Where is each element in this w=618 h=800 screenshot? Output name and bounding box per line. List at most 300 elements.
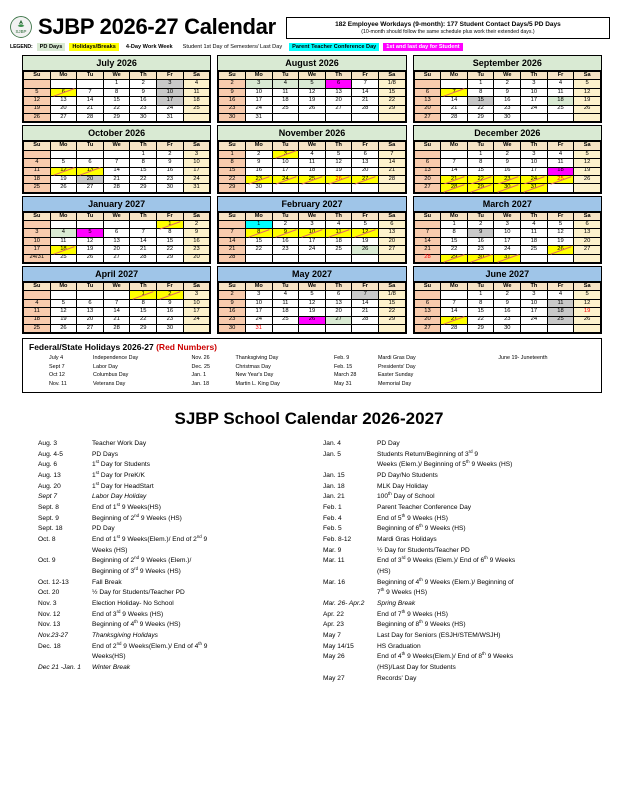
- day-cell[interactable]: 16: [219, 97, 246, 105]
- day-cell[interactable]: 13: [50, 97, 77, 105]
- day-cell[interactable]: 22: [467, 105, 494, 113]
- day-cell[interactable]: 6: [325, 80, 352, 88]
- day-cell[interactable]: 23: [130, 105, 157, 113]
- day-cell[interactable]: 9: [245, 159, 272, 167]
- day-cell[interactable]: 18: [521, 237, 548, 245]
- day-cell[interactable]: 24: [521, 316, 548, 324]
- day-cell[interactable]: 24/31: [24, 254, 51, 262]
- day-cell[interactable]: 19: [547, 237, 574, 245]
- day-cell[interactable]: 5: [574, 80, 601, 88]
- day-cell[interactable]: 11: [50, 237, 77, 245]
- day-cell[interactable]: 1: [467, 291, 494, 299]
- day-cell[interactable]: 24: [157, 105, 184, 113]
- day-cell[interactable]: 15: [130, 308, 157, 316]
- day-cell[interactable]: 20: [352, 167, 379, 175]
- day-cell[interactable]: 16: [130, 97, 157, 105]
- day-cell[interactable]: 6: [352, 150, 379, 158]
- day-cell[interactable]: 15: [467, 97, 494, 105]
- day-cell[interactable]: 29: [441, 254, 468, 262]
- day-cell[interactable]: 14: [441, 97, 468, 105]
- day-cell[interactable]: 26: [24, 113, 51, 121]
- day-cell[interactable]: 31: [157, 113, 184, 121]
- day-cell[interactable]: 9: [272, 229, 299, 237]
- day-cell[interactable]: 20: [325, 308, 352, 316]
- day-cell[interactable]: 22: [378, 308, 405, 316]
- day-cell[interactable]: 5: [24, 88, 51, 96]
- day-cell[interactable]: 31: [521, 184, 548, 192]
- day-cell[interactable]: 27: [414, 113, 441, 121]
- day-cell[interactable]: 11: [521, 229, 548, 237]
- day-cell[interactable]: 16: [157, 308, 184, 316]
- day-cell[interactable]: 14: [352, 88, 379, 96]
- day-cell[interactable]: 13: [325, 299, 352, 307]
- day-cell[interactable]: 2: [245, 150, 272, 158]
- day-cell[interactable]: 25: [24, 324, 51, 332]
- day-cell[interactable]: 26: [299, 316, 326, 324]
- day-cell[interactable]: 5: [299, 80, 326, 88]
- day-cell[interactable]: 13: [77, 167, 104, 175]
- day-cell[interactable]: 6: [50, 88, 77, 96]
- day-cell[interactable]: 15: [467, 308, 494, 316]
- day-cell[interactable]: 11: [183, 88, 210, 96]
- day-cell[interactable]: 7: [441, 159, 468, 167]
- day-cell[interactable]: 7: [441, 88, 468, 96]
- day-cell[interactable]: 26: [50, 324, 77, 332]
- day-cell[interactable]: 30: [219, 324, 246, 332]
- day-cell[interactable]: 4: [24, 159, 51, 167]
- day-cell[interactable]: 20: [414, 316, 441, 324]
- day-cell[interactable]: 25: [547, 175, 574, 183]
- day-cell[interactable]: 25: [272, 105, 299, 113]
- day-cell[interactable]: 20: [77, 316, 104, 324]
- day-cell[interactable]: 15: [245, 237, 272, 245]
- day-cell[interactable]: 31: [494, 254, 521, 262]
- day-cell[interactable]: 25: [325, 246, 352, 254]
- day-cell[interactable]: 8: [103, 88, 130, 96]
- day-cell[interactable]: 14: [378, 159, 405, 167]
- day-cell[interactable]: 10: [521, 299, 548, 307]
- day-cell[interactable]: 9: [130, 88, 157, 96]
- day-cell[interactable]: 20: [378, 237, 405, 245]
- day-cell[interactable]: 6: [77, 299, 104, 307]
- day-cell[interactable]: 27: [414, 184, 441, 192]
- day-cell[interactable]: 13: [352, 159, 379, 167]
- day-cell[interactable]: 25: [50, 254, 77, 262]
- day-cell[interactable]: 18: [547, 97, 574, 105]
- day-cell[interactable]: 11: [325, 229, 352, 237]
- day-cell[interactable]: 12: [299, 299, 326, 307]
- day-cell[interactable]: 21: [77, 105, 104, 113]
- day-cell[interactable]: 5: [50, 299, 77, 307]
- day-cell[interactable]: 20: [325, 97, 352, 105]
- day-cell[interactable]: 7: [77, 88, 104, 96]
- day-cell[interactable]: 4: [547, 80, 574, 88]
- day-cell[interactable]: 23: [272, 246, 299, 254]
- day-cell[interactable]: 1: [441, 221, 468, 229]
- day-cell[interactable]: 10: [183, 159, 210, 167]
- day-cell[interactable]: 16: [272, 237, 299, 245]
- day-cell[interactable]: 21: [352, 97, 379, 105]
- day-cell[interactable]: 6: [378, 221, 405, 229]
- day-cell[interactable]: 25: [547, 105, 574, 113]
- day-cell[interactable]: 12: [50, 167, 77, 175]
- day-cell[interactable]: 9: [219, 299, 246, 307]
- day-cell[interactable]: 19: [77, 246, 104, 254]
- day-cell[interactable]: 3: [272, 150, 299, 158]
- day-cell[interactable]: 2: [157, 150, 184, 158]
- day-cell[interactable]: 10: [494, 229, 521, 237]
- day-cell[interactable]: 29: [467, 324, 494, 332]
- day-cell[interactable]: 13: [325, 88, 352, 96]
- day-cell[interactable]: 27: [325, 105, 352, 113]
- day-cell[interactable]: 12: [77, 237, 104, 245]
- day-cell[interactable]: 24: [494, 246, 521, 254]
- day-cell[interactable]: 17: [183, 308, 210, 316]
- day-cell[interactable]: 4: [24, 299, 51, 307]
- day-cell[interactable]: 9: [494, 88, 521, 96]
- day-cell[interactable]: 29: [130, 324, 157, 332]
- day-cell[interactable]: 16: [494, 308, 521, 316]
- day-cell[interactable]: 21: [441, 105, 468, 113]
- day-cell[interactable]: 4: [272, 291, 299, 299]
- day-cell[interactable]: 3: [24, 229, 51, 237]
- day-cell[interactable]: 21: [378, 167, 405, 175]
- day-cell[interactable]: 28: [378, 175, 405, 183]
- day-cell[interactable]: 20: [77, 175, 104, 183]
- day-cell[interactable]: 10: [245, 88, 272, 96]
- day-cell[interactable]: 6: [574, 221, 601, 229]
- day-cell[interactable]: 3: [299, 221, 326, 229]
- day-cell[interactable]: 9: [494, 159, 521, 167]
- day-cell[interactable]: 21: [441, 316, 468, 324]
- day-cell[interactable]: 26: [574, 316, 601, 324]
- day-cell[interactable]: 19: [574, 308, 601, 316]
- day-cell[interactable]: 28: [352, 105, 379, 113]
- day-cell[interactable]: 10: [157, 88, 184, 96]
- day-cell[interactable]: 10: [272, 159, 299, 167]
- day-cell[interactable]: 18: [24, 316, 51, 324]
- day-cell[interactable]: 15: [378, 88, 405, 96]
- day-cell[interactable]: 10: [299, 229, 326, 237]
- day-cell[interactable]: 31: [245, 324, 272, 332]
- day-cell[interactable]: 27: [414, 324, 441, 332]
- day-cell[interactable]: 28: [352, 316, 379, 324]
- day-cell[interactable]: 25: [183, 105, 210, 113]
- day-cell[interactable]: 12: [574, 88, 601, 96]
- day-cell[interactable]: 27: [77, 324, 104, 332]
- day-cell[interactable]: 8: [219, 159, 246, 167]
- day-cell[interactable]: 3: [183, 150, 210, 158]
- day-cell[interactable]: 24: [299, 246, 326, 254]
- day-cell[interactable]: 18: [272, 97, 299, 105]
- day-cell[interactable]: 2: [219, 80, 246, 88]
- day-cell[interactable]: 30: [219, 113, 246, 121]
- day-cell[interactable]: 2: [467, 221, 494, 229]
- day-cell[interactable]: 24: [272, 175, 299, 183]
- day-cell[interactable]: 19: [352, 237, 379, 245]
- day-cell[interactable]: 23: [219, 316, 246, 324]
- day-cell[interactable]: 19: [299, 308, 326, 316]
- day-cell[interactable]: 26: [50, 184, 77, 192]
- day-cell[interactable]: 13: [77, 308, 104, 316]
- day-cell[interactable]: 1: [467, 80, 494, 88]
- day-cell[interactable]: 28: [130, 254, 157, 262]
- day-cell[interactable]: 1: [130, 291, 157, 299]
- day-cell[interactable]: 9: [183, 229, 210, 237]
- day-cell[interactable]: 12: [24, 97, 51, 105]
- day-cell[interactable]: 23: [494, 316, 521, 324]
- day-cell[interactable]: 15: [103, 97, 130, 105]
- day-cell[interactable]: 27: [325, 316, 352, 324]
- day-cell[interactable]: 27: [574, 246, 601, 254]
- day-cell[interactable]: 27: [352, 175, 379, 183]
- day-cell[interactable]: 22: [467, 316, 494, 324]
- day-cell[interactable]: 1/8: [378, 291, 405, 299]
- day-cell[interactable]: 20: [414, 105, 441, 113]
- day-cell[interactable]: 19: [24, 105, 51, 113]
- day-cell[interactable]: 9: [157, 299, 184, 307]
- day-cell[interactable]: 2: [130, 80, 157, 88]
- day-cell[interactable]: 5: [574, 150, 601, 158]
- day-cell[interactable]: 15: [157, 237, 184, 245]
- day-cell[interactable]: 30: [494, 184, 521, 192]
- day-cell[interactable]: 22: [130, 316, 157, 324]
- day-cell[interactable]: 22: [441, 246, 468, 254]
- day-cell[interactable]: 14: [77, 97, 104, 105]
- day-cell[interactable]: 17: [157, 97, 184, 105]
- day-cell[interactable]: 14: [441, 308, 468, 316]
- day-cell[interactable]: 17: [183, 167, 210, 175]
- day-cell[interactable]: 11: [299, 159, 326, 167]
- day-cell[interactable]: 6: [103, 229, 130, 237]
- day-cell[interactable]: 29: [103, 113, 130, 121]
- day-cell[interactable]: 28: [77, 113, 104, 121]
- day-cell[interactable]: 14: [130, 237, 157, 245]
- day-cell[interactable]: 20: [574, 237, 601, 245]
- day-cell[interactable]: 25: [272, 316, 299, 324]
- day-cell[interactable]: 11: [547, 159, 574, 167]
- day-cell[interactable]: 8: [467, 159, 494, 167]
- day-cell[interactable]: 19: [325, 167, 352, 175]
- day-cell[interactable]: 3: [245, 80, 272, 88]
- day-cell[interactable]: 21: [219, 246, 246, 254]
- day-cell[interactable]: 1: [157, 221, 184, 229]
- day-cell[interactable]: 9: [157, 159, 184, 167]
- day-cell[interactable]: 25: [299, 175, 326, 183]
- day-cell[interactable]: 19: [574, 97, 601, 105]
- day-cell[interactable]: 8: [130, 299, 157, 307]
- day-cell[interactable]: 22: [467, 175, 494, 183]
- day-cell[interactable]: 2: [272, 221, 299, 229]
- day-cell[interactable]: 4: [50, 229, 77, 237]
- day-cell[interactable]: 24: [521, 175, 548, 183]
- day-cell[interactable]: 17: [521, 167, 548, 175]
- day-cell[interactable]: 5: [50, 159, 77, 167]
- day-cell[interactable]: 3: [521, 80, 548, 88]
- day-cell[interactable]: 3: [521, 150, 548, 158]
- day-cell[interactable]: 15: [130, 167, 157, 175]
- day-cell[interactable]: 9: [467, 229, 494, 237]
- day-cell[interactable]: 24: [183, 316, 210, 324]
- day-cell[interactable]: 6: [414, 88, 441, 96]
- day-cell[interactable]: 12: [325, 159, 352, 167]
- day-cell[interactable]: 26: [547, 246, 574, 254]
- day-cell[interactable]: 16: [245, 167, 272, 175]
- day-cell[interactable]: 26: [574, 175, 601, 183]
- day-cell[interactable]: 13: [103, 237, 130, 245]
- day-cell[interactable]: 27: [378, 246, 405, 254]
- day-cell[interactable]: 2: [157, 291, 184, 299]
- day-cell[interactable]: 8: [441, 229, 468, 237]
- day-cell[interactable]: 2: [494, 80, 521, 88]
- day-cell[interactable]: 10: [183, 299, 210, 307]
- day-cell[interactable]: 28: [441, 184, 468, 192]
- day-cell[interactable]: 10: [245, 299, 272, 307]
- day-cell[interactable]: 5: [299, 291, 326, 299]
- day-cell[interactable]: 19: [299, 97, 326, 105]
- day-cell[interactable]: 11: [24, 308, 51, 316]
- day-cell[interactable]: 16: [183, 237, 210, 245]
- day-cell[interactable]: 4: [272, 80, 299, 88]
- day-cell[interactable]: 4: [299, 150, 326, 158]
- day-cell[interactable]: 19: [50, 316, 77, 324]
- day-cell[interactable]: 3: [157, 80, 184, 88]
- day-cell[interactable]: 19: [574, 167, 601, 175]
- day-cell[interactable]: 30: [157, 184, 184, 192]
- day-cell[interactable]: 29: [378, 105, 405, 113]
- day-cell[interactable]: 14: [103, 167, 130, 175]
- day-cell[interactable]: 17: [24, 246, 51, 254]
- day-cell[interactable]: 28: [219, 254, 246, 262]
- day-cell[interactable]: 6: [414, 299, 441, 307]
- day-cell[interactable]: 27: [50, 113, 77, 121]
- day-cell[interactable]: 26: [325, 175, 352, 183]
- day-cell[interactable]: 22: [245, 246, 272, 254]
- day-cell[interactable]: 15: [378, 299, 405, 307]
- day-cell[interactable]: 20: [103, 246, 130, 254]
- day-cell[interactable]: 5: [77, 229, 104, 237]
- day-cell[interactable]: 20: [414, 175, 441, 183]
- day-cell[interactable]: 23: [219, 105, 246, 113]
- day-cell[interactable]: 17: [299, 237, 326, 245]
- day-cell[interactable]: 22: [378, 97, 405, 105]
- day-cell[interactable]: 28: [441, 324, 468, 332]
- day-cell[interactable]: 19: [50, 175, 77, 183]
- day-cell[interactable]: 23: [245, 175, 272, 183]
- day-cell[interactable]: 14: [441, 167, 468, 175]
- day-cell[interactable]: 22: [130, 175, 157, 183]
- day-cell[interactable]: 30: [494, 324, 521, 332]
- day-cell[interactable]: 1: [467, 150, 494, 158]
- day-cell[interactable]: 13: [414, 97, 441, 105]
- day-cell[interactable]: 30: [245, 184, 272, 192]
- day-cell[interactable]: 14: [103, 308, 130, 316]
- day-cell[interactable]: 12: [574, 299, 601, 307]
- day-cell[interactable]: 30: [130, 113, 157, 121]
- day-cell[interactable]: 24: [521, 105, 548, 113]
- day-cell[interactable]: 11: [272, 88, 299, 96]
- day-cell[interactable]: 23: [157, 175, 184, 183]
- day-cell[interactable]: 1: [245, 221, 272, 229]
- day-cell[interactable]: 8: [130, 159, 157, 167]
- day-cell[interactable]: 18: [547, 308, 574, 316]
- day-cell[interactable]: 17: [245, 97, 272, 105]
- day-cell[interactable]: 7: [130, 229, 157, 237]
- day-cell[interactable]: 13: [414, 167, 441, 175]
- day-cell[interactable]: 18: [325, 237, 352, 245]
- day-cell[interactable]: 8: [157, 229, 184, 237]
- day-cell[interactable]: 7: [219, 229, 246, 237]
- day-cell[interactable]: 4: [547, 150, 574, 158]
- day-cell[interactable]: 10: [521, 159, 548, 167]
- day-cell[interactable]: 21: [130, 246, 157, 254]
- day-cell[interactable]: 2: [183, 221, 210, 229]
- day-cell[interactable]: 12: [574, 159, 601, 167]
- day-cell[interactable]: 28: [103, 324, 130, 332]
- day-cell[interactable]: 7: [441, 299, 468, 307]
- day-cell[interactable]: 23: [183, 246, 210, 254]
- day-cell[interactable]: 21: [352, 308, 379, 316]
- day-cell[interactable]: 11: [272, 299, 299, 307]
- day-cell[interactable]: 6: [414, 159, 441, 167]
- day-cell[interactable]: 17: [521, 97, 548, 105]
- day-cell[interactable]: 13: [414, 308, 441, 316]
- day-cell[interactable]: 2: [219, 291, 246, 299]
- day-cell[interactable]: 8: [245, 229, 272, 237]
- day-cell[interactable]: 5: [352, 221, 379, 229]
- day-cell[interactable]: 12: [352, 229, 379, 237]
- day-cell[interactable]: 20: [50, 105, 77, 113]
- day-cell[interactable]: 25: [24, 184, 51, 192]
- day-cell[interactable]: 14: [219, 237, 246, 245]
- day-cell[interactable]: 6: [325, 291, 352, 299]
- day-cell[interactable]: 12: [50, 308, 77, 316]
- day-cell[interactable]: 26: [77, 254, 104, 262]
- day-cell[interactable]: 29: [130, 184, 157, 192]
- day-cell[interactable]: 15: [441, 237, 468, 245]
- day-cell[interactable]: 16: [494, 167, 521, 175]
- day-cell[interactable]: 5: [547, 221, 574, 229]
- day-cell[interactable]: 3: [245, 291, 272, 299]
- day-cell[interactable]: 17: [521, 308, 548, 316]
- day-cell[interactable]: 2: [494, 291, 521, 299]
- day-cell[interactable]: 16: [157, 167, 184, 175]
- day-cell[interactable]: 17: [272, 167, 299, 175]
- day-cell[interactable]: 4: [521, 221, 548, 229]
- day-cell[interactable]: 22: [157, 246, 184, 254]
- day-cell[interactable]: 24: [245, 105, 272, 113]
- day-cell[interactable]: 18: [24, 175, 51, 183]
- day-cell[interactable]: 26: [574, 105, 601, 113]
- day-cell[interactable]: 15: [467, 167, 494, 175]
- day-cell[interactable]: 16: [494, 97, 521, 105]
- day-cell[interactable]: 2: [494, 150, 521, 158]
- day-cell[interactable]: 29: [157, 254, 184, 262]
- day-cell[interactable]: 11: [547, 88, 574, 96]
- day-cell[interactable]: 29: [378, 316, 405, 324]
- day-cell[interactable]: 14: [414, 237, 441, 245]
- day-cell[interactable]: 28: [414, 254, 441, 262]
- day-cell[interactable]: 7: [414, 229, 441, 237]
- day-cell[interactable]: 12: [299, 88, 326, 96]
- day-cell[interactable]: 11: [547, 299, 574, 307]
- day-cell[interactable]: 30: [494, 113, 521, 121]
- day-cell[interactable]: 21: [441, 175, 468, 183]
- day-cell[interactable]: 16: [467, 237, 494, 245]
- day-cell[interactable]: 22: [219, 175, 246, 183]
- day-cell[interactable]: 18: [547, 167, 574, 175]
- day-cell[interactable]: 7: [378, 150, 405, 158]
